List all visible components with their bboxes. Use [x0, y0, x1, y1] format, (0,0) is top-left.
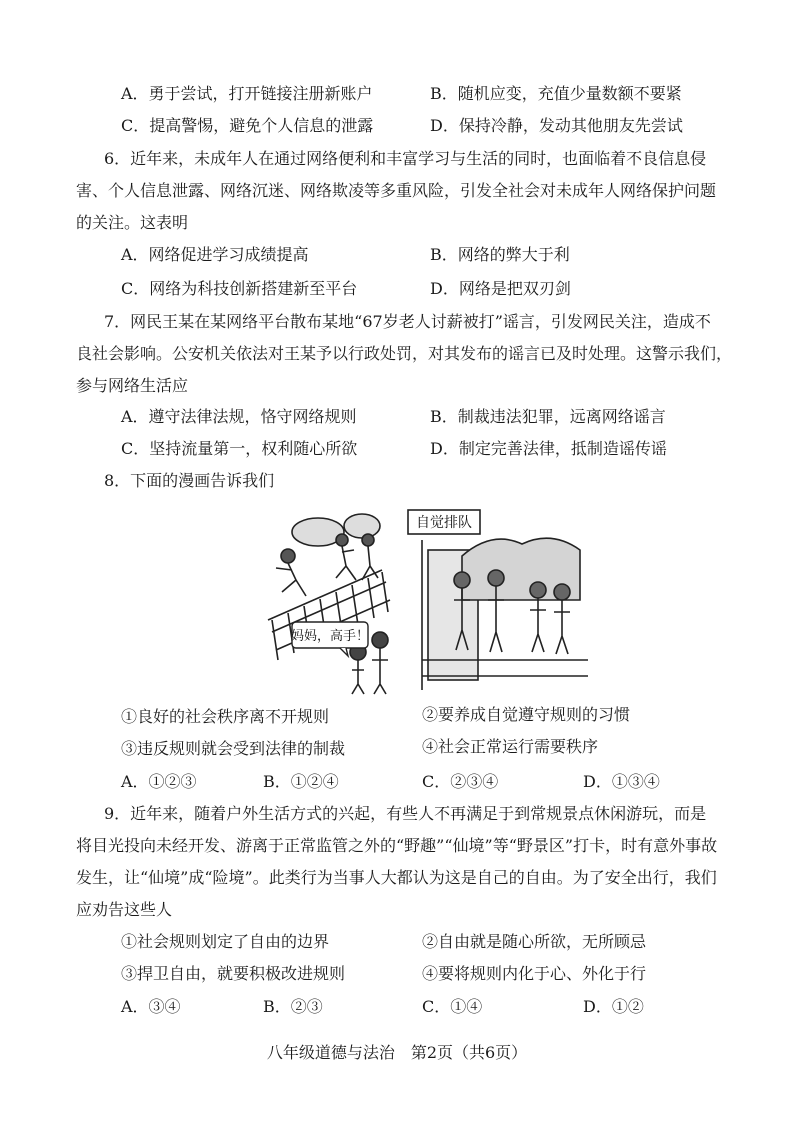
- q9-option-b: B．②③: [263, 997, 323, 1016]
- q7-stem-line-1: 7．网民王某在某网络平台散布某地“67岁老人讨薪被打”谣言，引发网民关注，造成不: [104, 312, 711, 331]
- q8-statement-4: ④社会正常运行需要秩序: [422, 737, 599, 756]
- q8-option-c: C．②③④: [422, 772, 499, 791]
- q8-comic: [262, 500, 592, 696]
- q9-statement-3: ③捍卫自由，就要积极改进规则: [121, 964, 346, 983]
- q8-statement-2: ②要养成自觉遵守规则的习惯: [422, 705, 631, 724]
- q5-option-c: C．提高警惕，避免个人信息的泄露: [121, 116, 374, 135]
- q8-option-d: D．①③④: [583, 772, 660, 791]
- q6-stem-line-2: 害、个人信息泄露、网络沉迷、网络欺凌等多重风险，引发全社会对未成年人网络保护问题: [76, 181, 717, 200]
- comic-left-panel: [268, 514, 390, 694]
- q6-option-c: C．网络为科技创新搭建新至平台: [121, 279, 358, 298]
- q6-option-d: D．网络是把双刃剑: [430, 279, 571, 298]
- q6-option-b: B．网络的弊大于利: [430, 245, 570, 264]
- q9-stem-line-4: 应劝告这些人: [76, 900, 173, 919]
- q7-option-a: A．遵守法律法规，恪守网络规则: [121, 407, 357, 426]
- page-footer: 八年级道德与法治 第2页（共6页）: [266, 1043, 528, 1062]
- speech-bubble-text: 妈妈，高手！: [290, 629, 370, 644]
- q5-option-d: D．保持冷静，发动其他朋友先尝试: [430, 116, 683, 135]
- q9-stem-line-2: 将目光投向未经开发、游离于正常监管之外的“野趣”“仙境”等“野景区”打卡，时有意外事故: [76, 836, 718, 855]
- queue-sign-text: 自觉排队: [416, 515, 472, 531]
- q9-stem-line-1: 9．近年来，随着户外生活方式的兴起，有些人不再满足于到常规景点休闲游玩，而是: [104, 804, 707, 823]
- q5-option-b: B．随机应变，充值少量数额不要紧: [430, 84, 682, 103]
- q6-stem-line-3: 的关注。这表明: [76, 213, 189, 232]
- q9-stem-line-3: 发生，让“仙境”成“险境”。此类行为当事人大都认为这是自己的自由。为了安全出行，我们: [76, 868, 717, 887]
- q8-option-a: A．①②③: [121, 772, 197, 791]
- q6-option-a: A．网络促进学习成绩提高: [121, 245, 309, 264]
- q5-option-a: A．勇于尝试，打开链接注册新账户: [121, 84, 373, 103]
- q7-option-b: B．制裁违法犯罪，远离网络谣言: [430, 407, 666, 426]
- q9-statement-1: ①社会规则划定了自由的边界: [121, 932, 330, 951]
- q9-option-c: C．①④: [422, 997, 483, 1016]
- q7-option-c: C．坚持流量第一，权利随心所欲: [121, 439, 358, 458]
- q7-stem-line-3: 参与网络生活应: [76, 376, 189, 395]
- q9-option-d: D．①②: [583, 997, 644, 1016]
- q9-option-a: A．③④: [121, 997, 181, 1016]
- q9-statement-4: ④要将规则内化于心、外化于行: [422, 964, 647, 983]
- q8-stem: 8．下面的漫画告诉我们: [104, 471, 275, 490]
- q7-stem-line-2: 良社会影响。公安机关依法对王某予以行政处罚，对其发布的谣言已及时处理。这警示我们，: [76, 344, 733, 363]
- q9-statement-2: ②自由就是随心所欲，无所顾忌: [422, 932, 647, 951]
- q8-statement-1: ①良好的社会秩序离不开规则: [121, 707, 330, 726]
- q8-option-b: B．①②④: [263, 772, 339, 791]
- q7-option-d: D．制定完善法律，抵制造谣传谣: [430, 439, 667, 458]
- q6-stem-line-1: 6．近年来，未成年人在通过网络便利和丰富学习与生活的同时，也面临着不良信息侵: [104, 149, 707, 168]
- q8-statement-3: ③违反规则就会受到法律的制裁: [121, 739, 346, 758]
